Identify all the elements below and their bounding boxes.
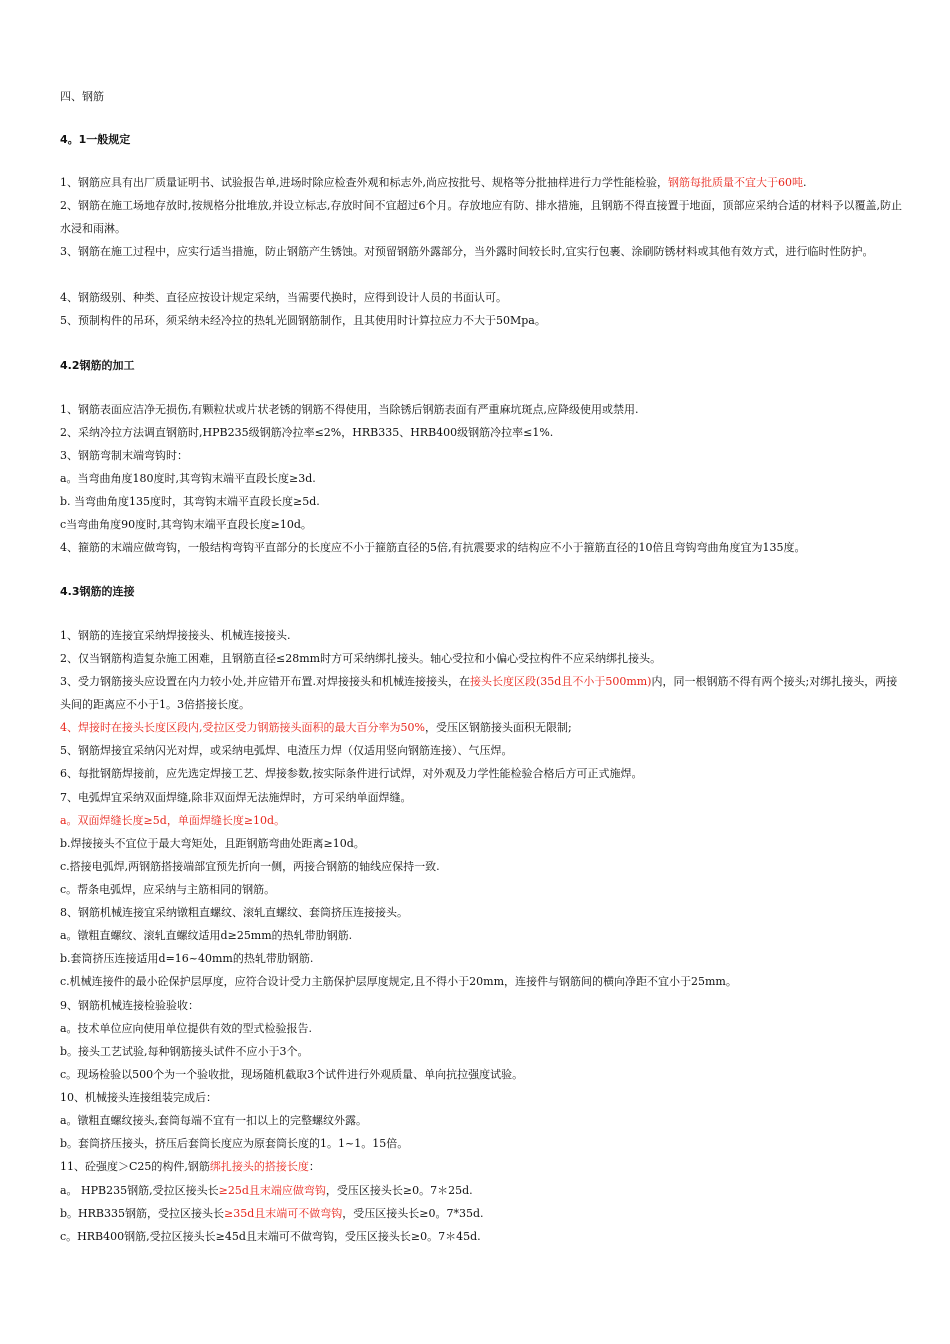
s43-item-7b: b.焊接接头不宜位于最大弯矩处，且距钢筋弯曲处距离≥10d。 (60, 837, 365, 850)
s41-item-3: 3、钢筋在施工过程中，应实行适当措施，防止钢筋产生锈蚀。对预留钢筋外露部分，当外露时间较长时,宜实行包裹、涂刷防锈材料或其他有效方式，进行临时性防护。 (60, 245, 874, 258)
s43-item-8: 8、钢筋机械连接宜采纳镦粗直螺纹、滚轧直螺纹、套筒挤压连接接头。 (60, 906, 408, 919)
s43-item-7: 7、电弧焊宜采纳双面焊缝,除非双面焊无法施焊时，方可采纳单面焊缝。 (60, 791, 412, 804)
s43-item-2: 2、仅当钢筋构造复杂施工困难，且钢筋直径≤28mm时方可采纳绑扎接头。轴心受拉和小偏心受拉构件不应采纳绑扎接头。 (60, 652, 662, 665)
section-4-3-title: 4.3钢筋的连接 (60, 585, 135, 598)
s41-item-2: 2、钢筋在施工场地存放时,按规格分批堆放,并设立标志,存放时间不宜超过6个月。存放地应有防、排水措施，且钢筋不得直接置于地面，顶部应采纳合适的材料予以覆盖,防止水浸和雨淋。 (60, 199, 902, 235)
s42-item-4: 4、箍筋的末端应做弯钩，一般结构弯钩平直部分的长度应不小于箍筋直径的5倍,有抗震要求的结构应不小于箍筋直径的10倍且弯钩弯曲角度宜为135度。 (60, 541, 806, 554)
section-4-2-title: 4.2钢筋的加工 (60, 359, 135, 372)
s42-item-2: 2、采纳冷拉方法调直钢筋时,HPB235级钢筋冷拉率≤2%，HRB335、HRB400级钢筋冷拉率≤1%. (60, 426, 554, 439)
s43-item-8c: c.机械连接件的最小砼保护层厚度，应符合设计受力主筋保护层厚度规定,且不得小于20mm，连接件与钢筋间的横向净距不宜小于25mm。 (60, 975, 737, 988)
s42-item-3a: a。当弯曲角度180度时,其弯钩末端平直段长度≥3d. (60, 472, 316, 485)
s41-item-4: 4、钢筋级别、种类、直径应按设计规定采纳，当需要代换时，应得到设计人员的书面认可。 (60, 291, 507, 304)
s43-item-7d: c。帮条电弧焊，应采纳与主筋相同的钢筋。 (60, 883, 276, 896)
s42-item-1: 1、钢筋表面应洁净无损伤,有颗粒状或片状老锈的钢筋不得使用，当除锈后钢筋表面有严重麻坑斑点,应降级使用或禁用. (60, 403, 639, 416)
s43-item-4: 4、焊接时在接头长度区段内,受拉区受力钢筋接头面积的最大百分率为50%，受压区钢筋接头面积无限制; (60, 721, 572, 734)
s43-item-11: 11、砼强度＞C25的构件,钢筋绑扎接头的搭接长度： (60, 1160, 320, 1173)
s42-item-3c: c当弯曲角度90度时,其弯钩末端平直段长度≥10d。 (60, 518, 312, 531)
s42-item-3: 3、钢筋弯制末端弯钩时： (60, 449, 188, 462)
s43-item-10b: b。套筒挤压接头，挤压后套筒长度应为原套筒长度的1。1~1。15倍。 (60, 1137, 409, 1150)
s43-item-7a: a。双面焊缝长度≥5d，单面焊缝长度≥10d。 (60, 814, 286, 827)
s43-item-10: 10、机械接头连接组装完成后： (60, 1091, 217, 1104)
s43-item-11a: a。 HPB235钢筋,受拉区接头长≥25d且末端应做弯钩，受压区接头长≥0。7＊25d. (60, 1184, 473, 1197)
s43-item-5: 5、钢筋焊接宜采纳闪光对焊，或采纳电弧焊、电渣压力焊（仅适用竖向钢筋连接）、气压焊。 (60, 744, 513, 757)
s43-item-8b: b.套筒挤压连接适用d=16~40mm的热轧带肋钢筋. (60, 952, 314, 965)
highlight-text: 绑扎接头的搭接长度 (209, 1160, 309, 1173)
s43-item-6: 6、每批钢筋焊接前，应先选定焊接工艺、焊接参数,按实际条件进行试焊，对外观及力学性能检验合格后方可正式施焊。 (60, 767, 643, 780)
s41-item-1: 1、钢筋应具有出厂质量证明书、试验报告单,进场时除应检查外观和标志外,尚应按批号、规格等分批抽样进行力学性能检验，钢筋每批质量不宜大于60吨. (60, 176, 807, 189)
highlight-text: ≥35d且末端可不做弯钩 (224, 1207, 343, 1220)
s43-item-11c: c。HRB400钢筋,受拉区接头长≥45d且末端可不做弯钩，受压区接头长≥0。7＊45d. (60, 1230, 481, 1243)
s43-item-11b: b。HRB335钢筋，受拉区接头长≥35d且末端可不做弯钩，受压区接头长≥0。7*35d. (60, 1207, 484, 1220)
section-4-1-title: 4。1一般规定 (60, 133, 131, 146)
highlight-text: 4、焊接时在接头长度区段内,受拉区受力钢筋接头面积的最大百分率为50% (60, 721, 425, 734)
s43-item-8a: a。镦粗直螺纹、滚轧直螺纹适用d≥25mm的热轧带肋钢筋. (60, 929, 353, 942)
s41-item-5: 5、预制构件的吊环，须采纳未经冷拉的热轧光圆钢筋制作，且其使用时计算拉应力不大于50Mpa。 (60, 314, 546, 327)
s43-item-9b: b。接头工艺试验,每种钢筋接头试件不应小于3个。 (60, 1045, 309, 1058)
s42-item-3b: b. 当弯曲角度135度时，其弯钩末端平直段长度≥5d. (60, 495, 320, 508)
s43-item-3: 3、受力钢筋接头应设置在内力较小处,并应错开布置.对焊接接头和机械连接接头，在接头长度区段(35d且不小于500mm)内，同一根钢筋不得有两个接头;对绑扎接头，两接头间的距离应不小于1。3倍搭接长度。 (60, 675, 898, 711)
s43-item-9c: c。现场检验以500个为一个验收批，现场随机截取3个试件进行外观质量、单向抗拉强度试验。 (60, 1068, 524, 1081)
highlight-text: ≥25d且末端应做弯钩 (218, 1184, 326, 1197)
highlight-text: 接头长度区段(35d且不小于500mm) (470, 675, 652, 688)
s43-item-9a: a。技术单位应向使用单位提供有效的型式检验报告. (60, 1022, 313, 1035)
chapter-heading: 四、钢筋 (60, 90, 104, 103)
highlight-text: 钢筋每批质量不宜大于60吨 (668, 176, 803, 189)
s43-item-9: 9、钢筋机械连接检验验收： (60, 999, 199, 1012)
s43-item-7c: c.搭接电弧焊,两钢筋搭接端部宜预先折向一侧，两接合钢筋的轴线应保持一致. (60, 860, 440, 873)
s43-item-10a: a。镦粗直螺纹接头,套筒每端不宜有一扣以上的完整螺纹外露。 (60, 1114, 368, 1127)
s43-item-1: 1、钢筋的连接宜采纳焊接接头、机械连接接头. (60, 629, 291, 642)
